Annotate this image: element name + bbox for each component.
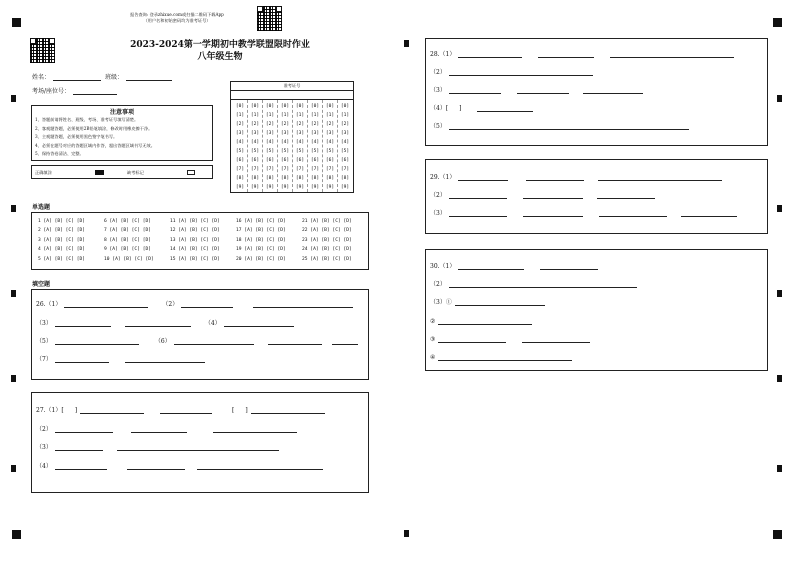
choice-question-bubbles[interactable]: 13 [A] [B] [C] [D] <box>170 237 220 243</box>
exam-id-column <box>339 102 351 192</box>
q30-3-3-answer[interactable] <box>438 334 506 343</box>
choice-question-bubbles[interactable]: 5 [A] [B] [C] [D] <box>38 256 86 262</box>
q27-4-answer[interactable] <box>55 461 107 470</box>
q28-3-answer[interactable] <box>449 85 501 94</box>
q27-2-answer[interactable] <box>55 424 113 433</box>
q27-3-answer[interactable] <box>55 442 103 451</box>
top-note <box>112 12 242 24</box>
exam-id-digit-bubble[interactable]: [8] <box>250 176 260 181</box>
top-note-line2: （用户名和初始密码均为准考证号） <box>143 18 211 23</box>
exam-id-box <box>230 81 354 193</box>
registration-mark <box>773 18 782 27</box>
exam-id-digit-bubble[interactable]: [3] <box>340 131 350 136</box>
q26-4-answer[interactable] <box>224 318 294 327</box>
choice-question-bubbles[interactable]: 11 [A] [B] [C] [D] <box>170 219 220 224</box>
q29-label: 29.（1） <box>430 174 456 181</box>
exam-id-digit-bubble[interactable]: [5] <box>280 149 290 154</box>
q26-5-label: （5） <box>36 338 52 345</box>
exam-id-digit-bubble[interactable]: [4] <box>235 140 245 145</box>
class-label: 班级： <box>105 74 124 81</box>
q30-3-3b-answer[interactable] <box>522 334 590 343</box>
q29-2c-answer[interactable] <box>597 190 655 199</box>
q28-1c-answer[interactable] <box>610 49 734 58</box>
exam-id-column-divider <box>337 100 338 192</box>
exam-id-digit-bubble[interactable]: [5] <box>340 149 350 154</box>
exam-id-digit-bubble[interactable]: [4] <box>295 140 305 145</box>
exam-id-column <box>309 102 321 192</box>
notice-item: 2、客观题答题，必须使用2B铅笔填涂，修改时用橡皮擦干净。 <box>35 125 153 131</box>
q29-1c-answer[interactable] <box>598 172 722 181</box>
exam-id-digit-bubble[interactable]: [8] <box>340 176 350 181</box>
q26-3-answer[interactable] <box>55 318 111 327</box>
exam-id-digit-bubble[interactable]: [7] <box>295 167 305 172</box>
exam-id-entry-row <box>231 91 353 100</box>
exam-id-digit-bubble[interactable]: [7] <box>340 167 350 172</box>
q28-label: 28.（1） <box>430 51 456 58</box>
q26-2-answer[interactable] <box>181 299 233 308</box>
choice-question-bubbles[interactable]: 4 [A] [B] [C] [D] <box>38 247 86 253</box>
q29-3c-answer[interactable] <box>599 208 667 217</box>
q26-6-label: （6） <box>154 338 171 345</box>
q29-3-answer[interactable] <box>449 208 507 217</box>
q29-2-answer[interactable] <box>449 190 507 199</box>
exam-id-digit-bubble[interactable]: [0] <box>280 104 290 109</box>
exam-id-digit-bubble[interactable]: [8] <box>325 176 335 181</box>
q28-1b-answer[interactable] <box>538 49 594 58</box>
choice-question-bubbles[interactable]: 24 [A] [B] [C] [D] <box>302 247 352 253</box>
choice-question-bubbles[interactable]: 2 [A] [B] [C] [D] <box>38 228 86 234</box>
timing-mark <box>11 465 16 472</box>
exam-id-digit-bubble[interactable]: [0] <box>295 104 305 109</box>
exam-id-column-divider <box>307 100 308 192</box>
q29-3d-answer[interactable] <box>681 208 737 217</box>
q27-1c-answer[interactable] <box>251 405 325 414</box>
q30-3-answer[interactable] <box>455 297 545 306</box>
exam-id-column-divider <box>292 100 293 192</box>
absent-mark-box[interactable] <box>187 170 195 175</box>
exam-id-digit-bubble[interactable]: [6] <box>265 158 275 163</box>
q27-label: 27.（1）[ <box>36 407 64 414</box>
qr-code-image <box>257 6 282 31</box>
choice-question-bubbles[interactable]: 1 [A] [B] [C] [D] <box>38 219 86 224</box>
question-26-box <box>31 289 369 380</box>
q28-5-label: （5） <box>430 123 446 130</box>
exam-id-digit-bubble[interactable]: [2] <box>265 122 275 127</box>
exam-id-digit-bubble[interactable]: [0] <box>250 104 260 109</box>
q27-3b-answer[interactable] <box>117 442 279 451</box>
exam-id-digit-bubble[interactable]: [9] <box>250 185 260 190</box>
exam-id-digit-bubble[interactable]: [6] <box>295 158 305 163</box>
top-note-line1: 报告查询: 登录zhixue.com或扫描二维码下载App <box>130 12 224 17</box>
q29-2b-answer[interactable] <box>523 190 583 199</box>
exam-id-digit-bubble[interactable]: [3] <box>280 131 290 136</box>
choice-question-bubbles[interactable]: 22 [A] [B] [C] [D] <box>302 228 352 234</box>
q30-1b-answer[interactable] <box>540 261 598 270</box>
exam-id-digit-bubble[interactable]: [2] <box>325 122 335 127</box>
exam-id-digit-bubble[interactable]: [3] <box>325 131 335 136</box>
exam-id-digit-bubble[interactable]: [9] <box>310 185 320 190</box>
timing-mark <box>777 375 782 382</box>
notice-item: 1、答题前请将姓名、班级、考场、准考证号填写清楚。 <box>35 117 139 122</box>
exam-id-digit-bubble[interactable]: [7] <box>250 167 260 172</box>
exam-id-digit-bubble[interactable]: [4] <box>310 140 320 145</box>
exam-id-digit-bubble[interactable]: [7] <box>235 167 245 172</box>
exam-id-digit-bubble[interactable]: [9] <box>295 185 305 190</box>
exam-id-digit-bubble[interactable]: [1] <box>295 113 305 118</box>
exam-id-digit-bubble[interactable]: [6] <box>325 158 335 163</box>
q28-4-bracket-close: ] <box>459 105 462 112</box>
exam-id-digit-bubble[interactable]: [1] <box>325 113 335 118</box>
q30-3-2-answer[interactable] <box>438 316 532 325</box>
q30-3-4-answer[interactable] <box>438 352 572 361</box>
question-27-box <box>31 392 369 493</box>
timing-mark <box>777 290 782 297</box>
notice-item: 5、保持答卷清洁、完整。 <box>35 151 84 156</box>
exam-id-digit-bubble[interactable]: [1] <box>280 113 290 118</box>
exam-id-digit-bubble[interactable]: [8] <box>295 176 305 181</box>
timing-mark <box>11 95 16 102</box>
notice-box <box>31 105 213 161</box>
choice-question-bubbles[interactable]: 15 [A] [B] [C] [D] <box>170 256 220 262</box>
exam-id-column-divider <box>277 100 278 192</box>
q27-3-label: （3） <box>36 444 52 451</box>
exam-id-digit-bubble[interactable]: [2] <box>310 122 320 127</box>
page-title <box>100 39 340 63</box>
exam-id-digit-bubble[interactable]: [6] <box>280 158 290 163</box>
name-field[interactable] <box>53 72 101 81</box>
notice-title: 注意事项 <box>109 109 134 116</box>
exam-id-digit-bubble[interactable]: [2] <box>295 122 305 127</box>
q30-2-label: （2） <box>430 281 446 288</box>
exam-id-digit-bubble[interactable]: [8] <box>310 176 320 181</box>
exam-id-digit-bubble[interactable]: [6] <box>235 158 245 163</box>
q30-2-answer[interactable] <box>449 279 637 288</box>
q27-1-answer[interactable] <box>80 405 144 414</box>
timing-mark <box>11 205 16 212</box>
exam-id-digit-bubble[interactable]: [1] <box>250 113 260 118</box>
q27-4-label: （4） <box>36 463 52 470</box>
notice-item: 3、主观题答题，必须使用黑色签字笔书写。 <box>35 134 118 139</box>
choice-question-bubbles[interactable]: 17 [A] [B] [C] [D] <box>236 228 286 234</box>
choice-question-bubbles[interactable]: 14 [A] [B] [C] [D] <box>170 247 220 253</box>
exam-id-digit-bubble[interactable]: [5] <box>235 149 245 154</box>
choice-question-bubbles[interactable]: 12 [A] [B] [C] [D] <box>170 228 220 234</box>
exam-id-digit-bubble[interactable]: [6] <box>340 158 350 163</box>
q27-4c-answer[interactable] <box>197 461 323 470</box>
exam-id-digit-bubble[interactable]: [4] <box>340 140 350 145</box>
q26-3b-answer[interactable] <box>125 318 191 327</box>
choice-question-bubbles[interactable]: 16 [A] [B] [C] [D] <box>236 219 286 224</box>
q30-3-label: （3）① <box>430 299 452 306</box>
q28-4-answer[interactable] <box>477 103 533 112</box>
exam-id-digit-bubble[interactable]: [5] <box>310 149 320 154</box>
exam-id-digit-grid <box>231 100 353 192</box>
exam-id-digit-bubble[interactable]: [3] <box>250 131 260 136</box>
q26-1-answer[interactable] <box>64 299 148 308</box>
exam-id-digit-bubble[interactable]: [7] <box>325 167 335 172</box>
exam-id-digit-bubble[interactable]: [0] <box>235 104 245 109</box>
exam-id-digit-bubble[interactable]: [1] <box>310 113 320 118</box>
choice-question-bubbles[interactable]: 19 [A] [B] [C] [D] <box>236 247 286 253</box>
exam-id-digit-bubble[interactable]: [0] <box>325 104 335 109</box>
exam-id-column <box>234 102 246 192</box>
fill-example-box <box>31 165 213 179</box>
choice-question-bubbles[interactable]: 10 [A] [B] [C] [D] <box>104 256 154 262</box>
exam-id-digit-bubble[interactable]: [5] <box>265 149 275 154</box>
seat-label: 考场/座位号： <box>32 88 71 95</box>
q26-7-label: （7） <box>36 356 52 363</box>
exam-id-digit-bubble[interactable]: [1] <box>235 113 245 118</box>
exam-id-column <box>324 102 336 192</box>
exam-id-digit-bubble[interactable]: [2] <box>340 122 350 127</box>
timing-mark <box>404 530 409 537</box>
exam-id-digit-bubble[interactable]: [5] <box>250 149 260 154</box>
exam-id-digit-bubble[interactable]: [1] <box>340 113 350 118</box>
q30-label: 30.（1） <box>430 263 456 270</box>
fill-in-title: 填空题 <box>32 281 51 288</box>
exam-id-digit-bubble[interactable]: [0] <box>340 104 350 109</box>
exam-id-digit-bubble[interactable]: [7] <box>265 167 275 172</box>
exam-id-digit-bubble[interactable]: [9] <box>265 185 275 190</box>
timing-mark <box>777 95 782 102</box>
q28-3-label: （3） <box>430 87 446 94</box>
timing-mark <box>777 465 782 472</box>
single-choice-title: 单选题 <box>32 204 51 211</box>
q30-3-3-label: ③ <box>430 336 436 343</box>
q26-2-label: （2） <box>162 301 179 308</box>
q29-1b-answer[interactable] <box>526 172 584 181</box>
exam-id-digit-bubble[interactable]: [3] <box>235 131 245 136</box>
exam-id-column <box>294 102 306 192</box>
exam-id-column-divider <box>322 100 323 192</box>
choice-question-bubbles[interactable]: 18 [A] [B] [C] [D] <box>236 237 286 243</box>
q26-7-answer[interactable] <box>55 354 109 363</box>
q27-bracket-close: ] <box>74 407 78 414</box>
question-29-box <box>425 159 768 234</box>
exam-id-digit-bubble[interactable]: [4] <box>280 140 290 145</box>
exam-id-digit-bubble[interactable]: [6] <box>310 158 320 163</box>
exam-id-digit-bubble[interactable]: [8] <box>280 176 290 181</box>
exam-id-digit-bubble[interactable]: [9] <box>340 185 350 190</box>
q30-3-2-label: ② <box>430 318 436 325</box>
exam-id-digit-bubble[interactable]: [4] <box>250 140 260 145</box>
exam-id-digit-bubble[interactable]: [0] <box>310 104 320 109</box>
notice-items <box>35 116 212 159</box>
question-28-box <box>425 38 768 146</box>
exam-id-column-divider <box>262 100 263 192</box>
exam-id-digit-bubble[interactable]: [8] <box>235 176 245 181</box>
exam-id-digit-bubble[interactable]: [3] <box>310 131 320 136</box>
exam-id-column <box>279 102 291 192</box>
exam-id-digit-bubble[interactable]: [4] <box>265 140 275 145</box>
choice-question-bubbles[interactable]: 8 [A] [B] [C] [D] <box>104 237 152 243</box>
q29-2-label: （2） <box>430 192 446 199</box>
timing-mark <box>404 40 409 47</box>
exam-id-column <box>249 102 261 192</box>
absent-mark-label: 缺考标记 <box>127 170 144 175</box>
q28-5-answer[interactable] <box>449 121 689 130</box>
title-line1: 2023-2024第一学期初中教学联盟限时作业 <box>130 40 310 50</box>
q27-bracket2-close: ] <box>245 407 248 414</box>
exam-id-digit-bubble[interactable]: [9] <box>325 185 335 190</box>
student-fields <box>32 72 222 102</box>
q28-3c-answer[interactable] <box>583 85 643 94</box>
timing-mark <box>777 205 782 212</box>
exam-id-column-divider <box>247 100 248 192</box>
q27-4b-answer[interactable] <box>127 461 185 470</box>
choice-question-bubbles[interactable]: 9 [A] [B] [C] [D] <box>104 247 152 253</box>
q29-3b-answer[interactable] <box>523 208 583 217</box>
choice-question-bubbles[interactable]: 20 [A] [B] [C] [D] <box>236 256 286 262</box>
q26-4-label: （4） <box>204 320 221 327</box>
single-choice-box <box>31 212 369 270</box>
exam-id-title: 准考证号 <box>231 82 353 91</box>
q30-1-answer[interactable] <box>458 261 524 270</box>
class-field[interactable] <box>126 72 172 81</box>
exam-id-digit-bubble[interactable]: [8] <box>265 176 275 181</box>
exam-id-digit-bubble[interactable]: [1] <box>265 113 275 118</box>
q28-1-answer[interactable] <box>458 49 522 58</box>
exam-id-digit-bubble[interactable]: [2] <box>250 122 260 127</box>
exam-id-digit-bubble[interactable]: [9] <box>235 185 245 190</box>
exam-id-digit-bubble[interactable]: [3] <box>295 131 305 136</box>
q30-3-4-label: ④ <box>430 354 436 361</box>
exam-id-digit-bubble[interactable]: [4] <box>325 140 335 145</box>
exam-id-digit-bubble[interactable]: [7] <box>310 167 320 172</box>
q26-3-label: （3） <box>36 320 52 327</box>
q29-3-label: （3） <box>430 210 446 217</box>
q26-6-answer[interactable] <box>174 336 254 345</box>
q26-6c-answer[interactable] <box>332 336 358 345</box>
q28-4-label: （4）[ <box>430 105 449 112</box>
exam-id-digit-bubble[interactable]: [5] <box>325 149 335 154</box>
exam-id-digit-bubble[interactable]: [3] <box>265 131 275 136</box>
q26-label: 26.（1） <box>36 301 62 308</box>
choice-question-bubbles[interactable]: 3 [A] [B] [C] [D] <box>38 237 86 243</box>
exam-id-column <box>264 102 276 192</box>
q27-2c-answer[interactable] <box>213 424 297 433</box>
notice-item: 4、必须在题号对应的答题区域内作答，超出答题区域书写无效。 <box>35 142 155 148</box>
q26-2b-answer[interactable] <box>253 299 353 308</box>
q28-2-label: （2） <box>430 69 446 76</box>
timing-mark <box>11 375 16 382</box>
name-label: 姓名： <box>32 74 51 81</box>
exam-id-digit-bubble[interactable]: [0] <box>265 104 275 109</box>
registration-mark <box>12 530 21 539</box>
exam-id-digit-bubble[interactable]: [7] <box>280 167 290 172</box>
choice-question-bubbles[interactable]: 21 [A] [B] [C] [D] <box>302 219 352 224</box>
registration-mark <box>12 18 21 27</box>
q27-2-label: （2） <box>36 426 52 433</box>
choice-question-bubbles[interactable]: 6 [A] [B] [C] [D] <box>104 219 152 224</box>
q26-7b-answer[interactable] <box>125 354 205 363</box>
q26-5-answer[interactable] <box>55 336 139 345</box>
choice-question-bubbles[interactable]: 23 [A] [B] [C] [D] <box>302 237 352 243</box>
seat-field[interactable] <box>73 86 117 95</box>
q29-1-answer[interactable] <box>458 172 508 181</box>
title-line2: 八年级生物 <box>197 52 243 62</box>
exam-id-digit-bubble[interactable]: [5] <box>295 149 305 154</box>
q28-3b-answer[interactable] <box>517 85 569 94</box>
correct-fill-sample <box>95 170 104 175</box>
registration-mark <box>773 530 782 539</box>
barcode-qr-image <box>30 38 55 63</box>
exam-id-digit-bubble[interactable]: [6] <box>250 158 260 163</box>
q27-1b-answer[interactable] <box>160 405 212 414</box>
q28-2-answer[interactable] <box>449 67 593 76</box>
choice-question-bubbles[interactable]: 25 [A] [B] [C] [D] <box>302 256 352 262</box>
exam-id-digit-bubble[interactable]: [2] <box>235 122 245 127</box>
q26-6b-answer[interactable] <box>268 336 322 345</box>
exam-id-digit-bubble[interactable]: [2] <box>280 122 290 127</box>
exam-id-digit-bubble[interactable]: [9] <box>280 185 290 190</box>
timing-mark <box>11 290 16 297</box>
q27-2b-answer[interactable] <box>131 424 187 433</box>
q27-bracket2-open: [ <box>232 407 235 414</box>
choice-question-bubbles[interactable]: 7 [A] [B] [C] [D] <box>104 228 152 234</box>
correct-fill-label: 正确填涂 <box>35 170 52 175</box>
question-30-box <box>425 249 768 371</box>
